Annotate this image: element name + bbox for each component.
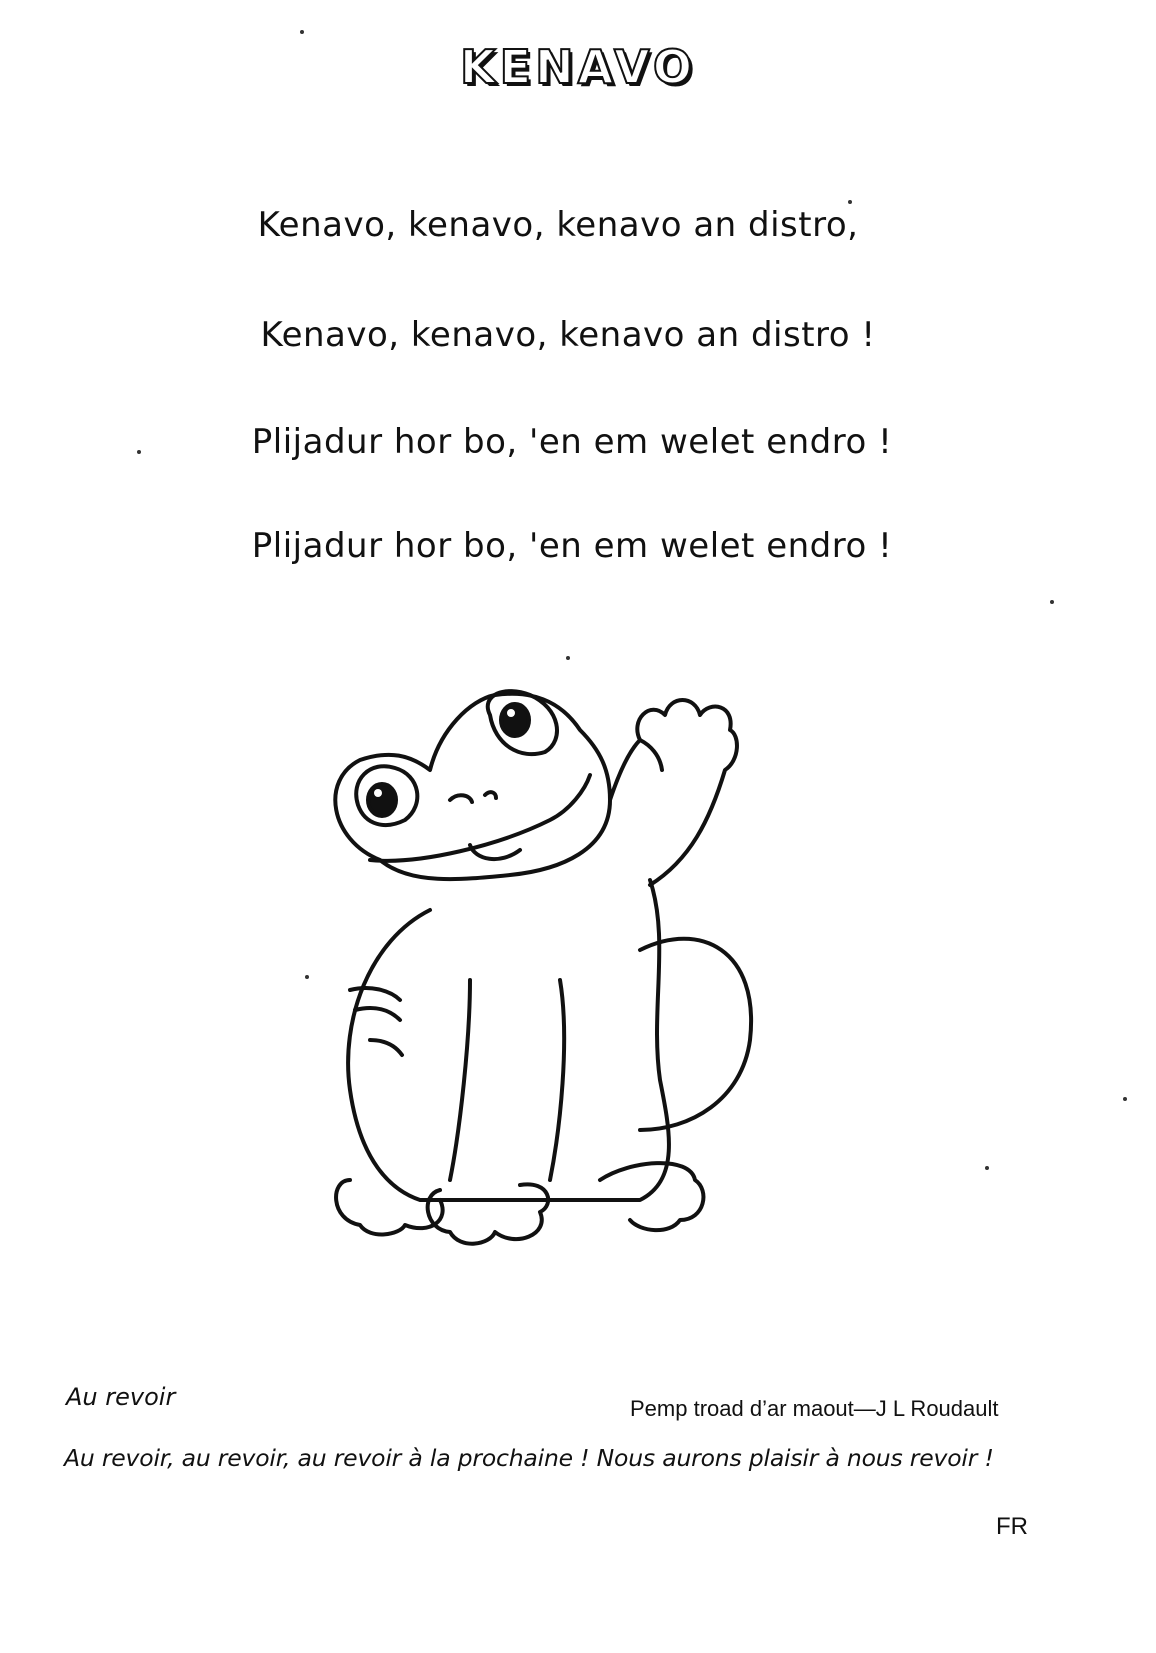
language-label: FR (996, 1513, 1028, 1540)
verse-line-4: Plijadur hor bo, 'en em welet endro ! (251, 526, 893, 566)
scan-speck (848, 200, 852, 204)
scan-speck (137, 450, 141, 454)
frog-belly (450, 980, 470, 1180)
verse-line-3: Plijadur hor bo, 'en em welet endro ! (251, 422, 893, 462)
frog-mouth (370, 775, 590, 861)
scan-speck (1123, 1097, 1127, 1101)
scan-speck (985, 1166, 989, 1170)
frog-body (348, 880, 669, 1200)
song-title: KENAVO (460, 40, 696, 94)
frog-foot-right (600, 1163, 703, 1230)
verse-line-1: Kenavo, kenavo, kenavo an distro, (257, 205, 859, 245)
scan-speck (566, 656, 570, 660)
frog-foot-center (428, 1184, 549, 1243)
translation-text: Au revoir, au revoir, au revoir à la prochaine ! Nous aurons plaisir à nous revoir ! (64, 1444, 994, 1472)
scan-speck (1050, 600, 1054, 604)
frog-illustration (310, 660, 830, 1280)
scan-speck (305, 975, 309, 979)
frog-waving-arm (610, 700, 737, 885)
scan-speck (300, 30, 304, 34)
translation-heading: Au revoir (66, 1383, 176, 1411)
verse-line-2: Kenavo, kenavo, kenavo an distro ! (260, 315, 876, 355)
source-credit: Pemp troad d’ar maout—J L Roudault (630, 1396, 999, 1421)
